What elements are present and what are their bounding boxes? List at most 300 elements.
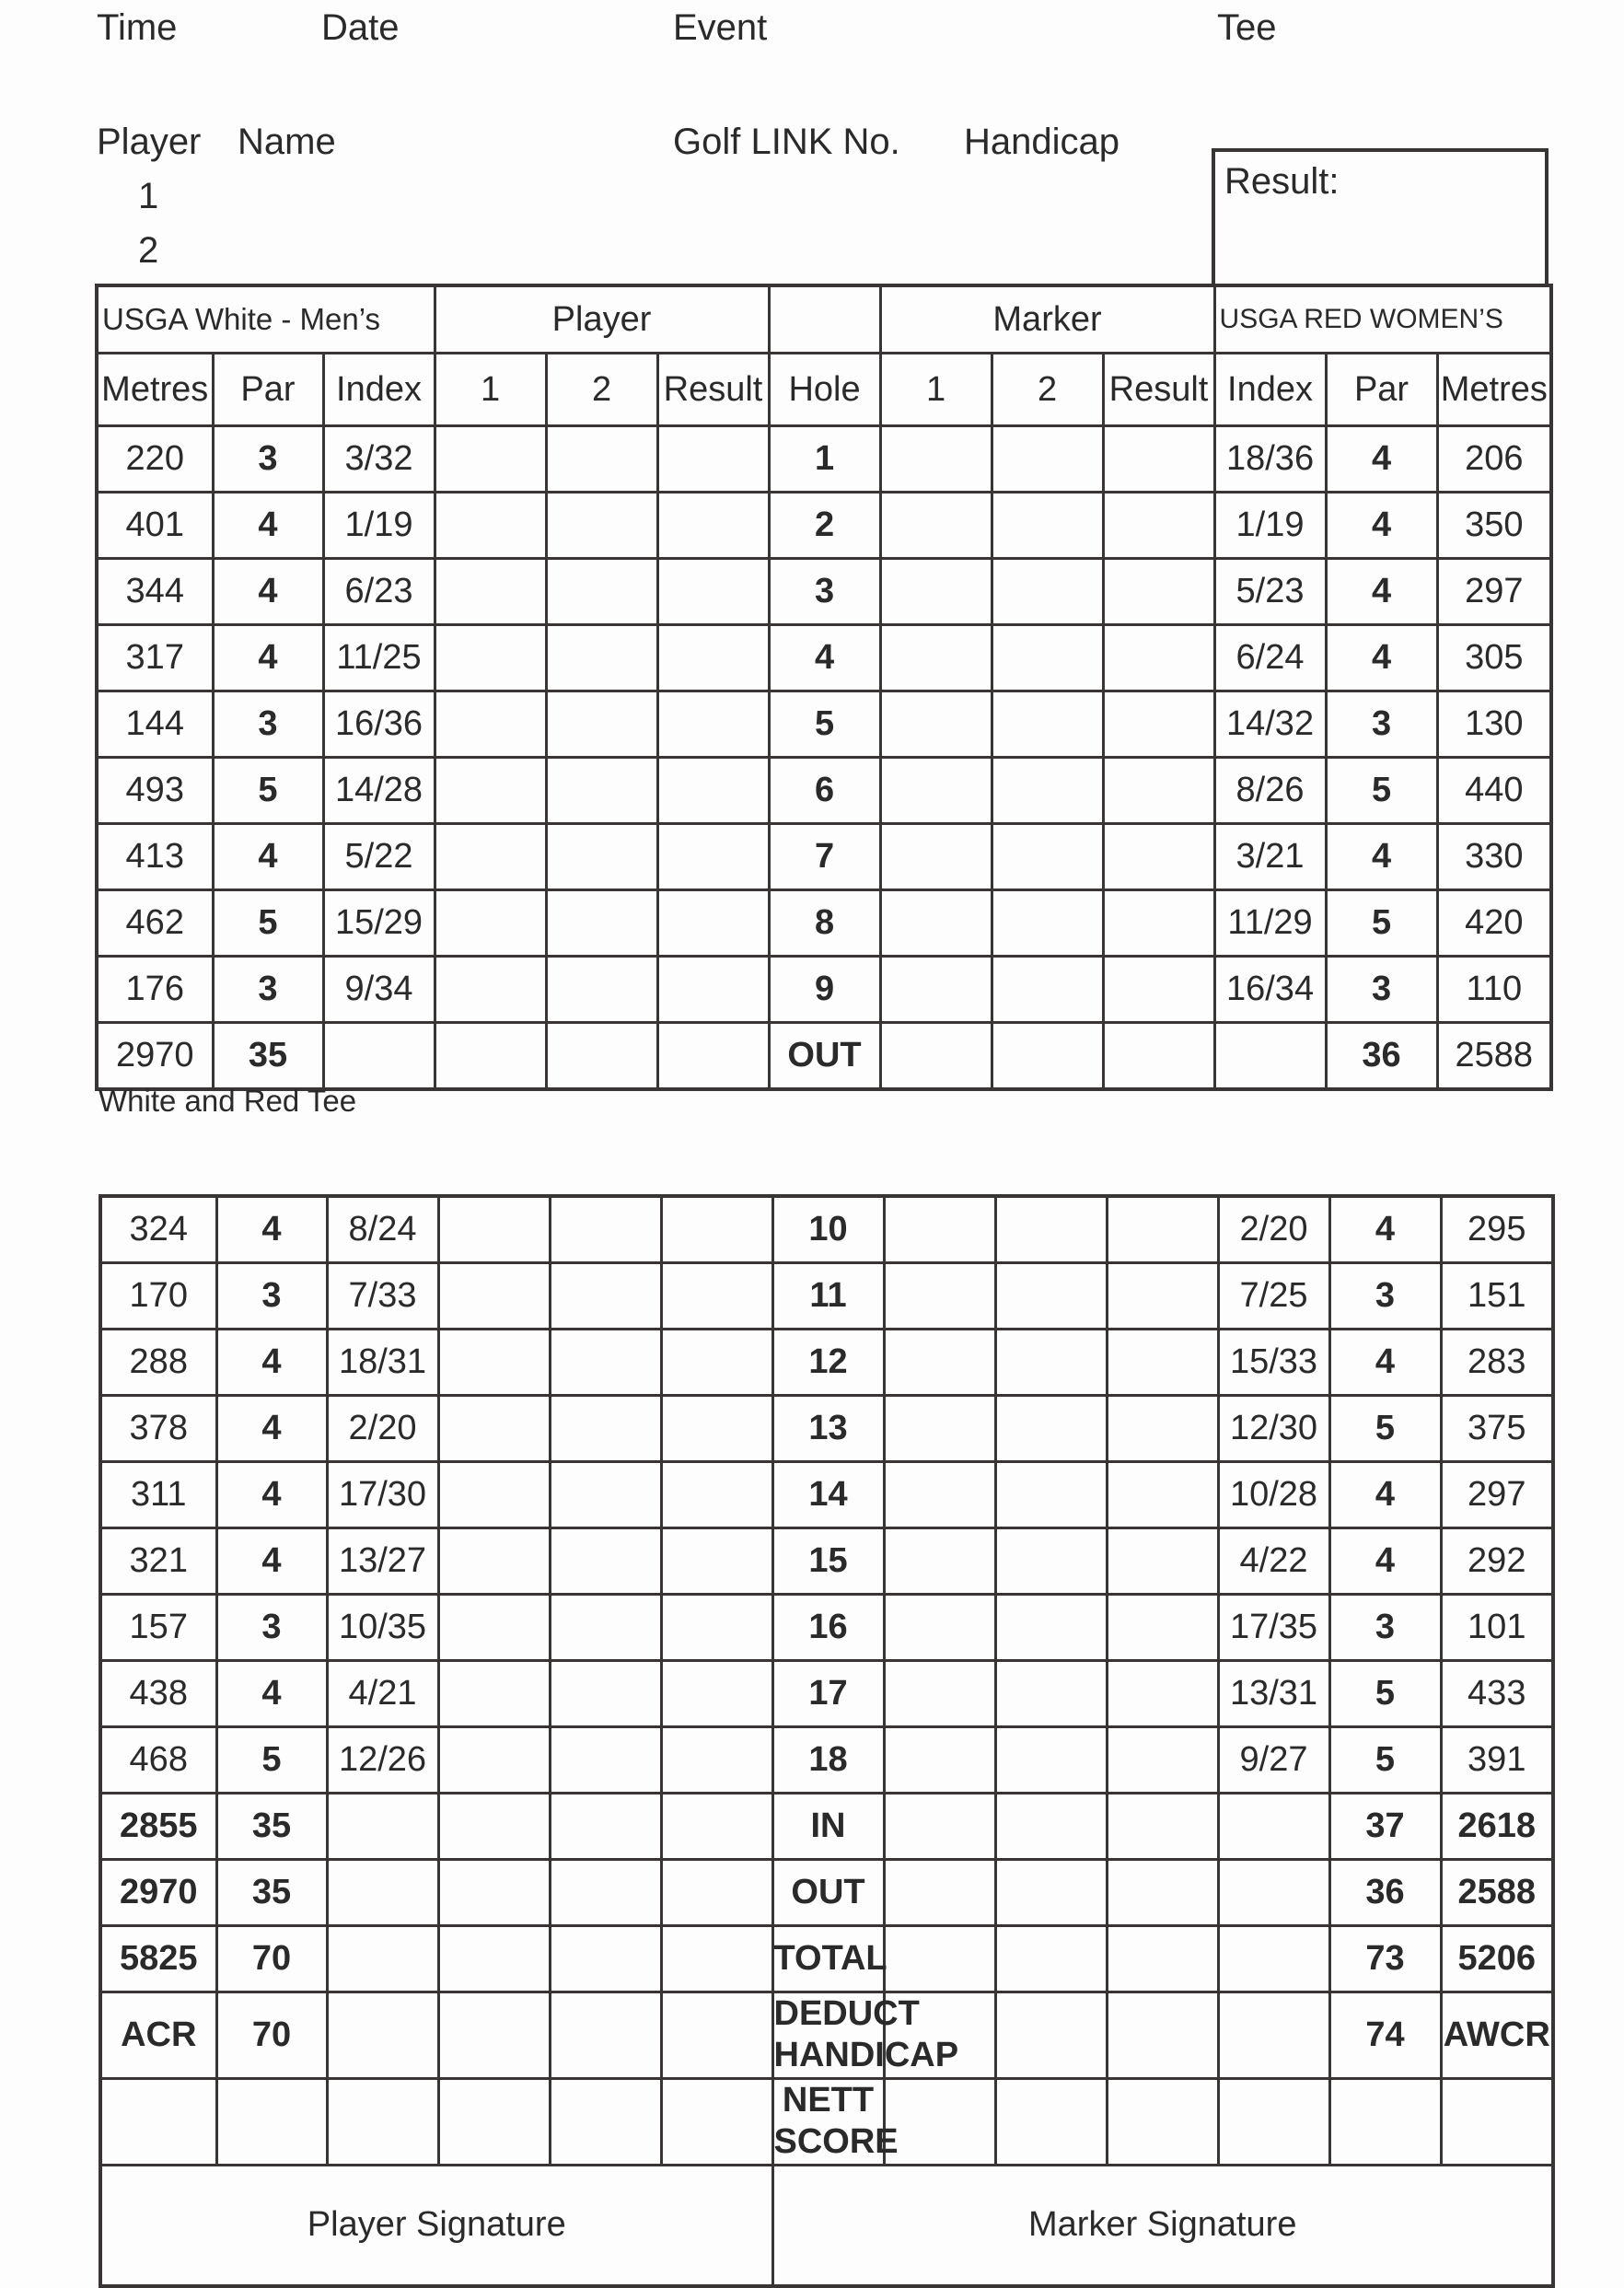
hole-number: 13 (772, 1395, 884, 1461)
marker-result-total-cell[interactable] (1107, 1859, 1218, 1925)
player-1-score-cell[interactable] (438, 1329, 550, 1395)
white-par: 5 (213, 758, 323, 824)
red-par: 4 (1329, 1329, 1441, 1395)
hole-number: 11 (772, 1262, 884, 1329)
white-index: 17/30 (327, 1461, 438, 1527)
marker-result-total-cell[interactable] (1107, 1925, 1218, 1992)
totals-row-out (100, 1859, 1553, 1925)
player-1-score-cell[interactable] (438, 1660, 550, 1726)
player-1-score-cell[interactable] (438, 1527, 550, 1594)
marker-2-total-cell[interactable] (995, 1925, 1107, 1992)
red-par: 5 (1329, 1726, 1441, 1793)
player-2-score-cell[interactable] (550, 1527, 661, 1594)
marker-1-score-cell[interactable] (884, 1395, 995, 1461)
marker-2-score-cell[interactable] (995, 1196, 1107, 1262)
hole-number: 5 (769, 691, 880, 758)
marker-2-score-cell[interactable] (992, 957, 1103, 1023)
red-par: 4 (1326, 824, 1437, 890)
marker-result-cell[interactable] (1107, 1594, 1218, 1660)
red-index: 11/29 (1214, 890, 1326, 957)
player-result-cell[interactable] (657, 559, 769, 625)
marker-1-score-cell[interactable] (884, 1726, 995, 1793)
player-result-cell[interactable] (657, 493, 769, 559)
marker-2-score-cell[interactable] (992, 890, 1103, 957)
player-1-score-cell[interactable] (438, 1594, 550, 1660)
marker-1-score-cell[interactable] (884, 1527, 995, 1594)
white-par: 4 (216, 1196, 327, 1262)
player-2-total-cell[interactable] (550, 2078, 661, 2165)
out-red-metres: 2588 (1437, 1023, 1551, 1089)
totals-label: IN (772, 1793, 884, 1859)
marker-result-cell[interactable] (1107, 1262, 1218, 1329)
red-par: 4 (1326, 559, 1437, 625)
marker-1-score-cell[interactable] (884, 1329, 995, 1395)
player-2-score-cell[interactable] (550, 1594, 661, 1660)
player-result-cell[interactable] (661, 1594, 772, 1660)
col-player-1: 1 (435, 354, 546, 426)
white-metres: 311 (100, 1461, 216, 1527)
marker-result-cell[interactable] (1103, 957, 1214, 1023)
hole-row (100, 1461, 1553, 1527)
red-index: 18/36 (1214, 426, 1326, 493)
player-1-score-cell[interactable] (435, 426, 546, 493)
player-1-score-cell[interactable] (435, 824, 546, 890)
blank (327, 1925, 438, 1992)
white-index: 7/33 (327, 1262, 438, 1329)
player-2-score-cell[interactable] (546, 824, 657, 890)
totals-red-par (1329, 2078, 1441, 2165)
hole-row (97, 559, 1551, 625)
marker-2-score-cell[interactable] (992, 493, 1103, 559)
marker-2-score-cell[interactable] (992, 824, 1103, 890)
marker-1-score-cell[interactable] (880, 559, 992, 625)
white-metres: 321 (100, 1527, 216, 1594)
player-1-score-cell[interactable] (435, 890, 546, 957)
player-2-score-cell[interactable] (550, 1660, 661, 1726)
hole-row (97, 824, 1551, 890)
player-result-total-cell[interactable] (661, 1859, 772, 1925)
player-result-cell[interactable] (661, 1461, 772, 1527)
tee-label: Tee (1217, 7, 1277, 48)
blank (1218, 2078, 1329, 2165)
white-par: 5 (216, 1726, 327, 1793)
marker-1-total-cell[interactable] (884, 1793, 995, 1859)
white-metres: 493 (97, 758, 213, 824)
totals-white-par: 35 (216, 1793, 327, 1859)
player-result-cell[interactable] (657, 890, 769, 957)
player-1-score-cell[interactable] (438, 1726, 550, 1793)
marker-result-cell[interactable] (1107, 1196, 1218, 1262)
player-result-total-cell[interactable] (661, 1992, 772, 2078)
marker-section-title: Marker (880, 285, 1214, 354)
red-metres: 305 (1437, 625, 1551, 691)
marker-2-score-cell[interactable] (995, 1726, 1107, 1793)
player-2-score-cell[interactable] (550, 1262, 661, 1329)
player-1-score-cell[interactable] (435, 493, 546, 559)
white-metres: 288 (100, 1329, 216, 1395)
red-metres: 375 (1441, 1395, 1553, 1461)
totals-label: TOTAL (772, 1925, 884, 1992)
marker-result-cell[interactable] (1107, 1395, 1218, 1461)
player-result-cell[interactable] (661, 1660, 772, 1726)
player-1-score-cell[interactable] (438, 1196, 550, 1262)
player-2-out-cell[interactable] (546, 1023, 657, 1089)
hole-row (97, 493, 1551, 559)
player-2-score-cell[interactable] (550, 1329, 661, 1395)
white-par: 4 (213, 824, 323, 890)
player-2-total-cell[interactable] (550, 1925, 661, 1992)
marker-2-total-cell[interactable] (995, 1859, 1107, 1925)
totals-row-rating (100, 1992, 1553, 2078)
red-index: 9/27 (1218, 1726, 1329, 1793)
red-metres: 330 (1437, 824, 1551, 890)
marker-result-cell[interactable] (1107, 1329, 1218, 1395)
totals-red-metres (1441, 2078, 1553, 2165)
col-marker-2: 2 (992, 354, 1103, 426)
result-label: Result: (1224, 161, 1340, 202)
hole-number: 12 (772, 1329, 884, 1395)
red-par: 4 (1326, 493, 1437, 559)
out-white-metres: 2970 (97, 1023, 213, 1089)
hole-row (100, 1329, 1553, 1395)
hole-number: 17 (772, 1660, 884, 1726)
red-par: 5 (1329, 1395, 1441, 1461)
player-2-score-cell[interactable] (550, 1395, 661, 1461)
player-2-total-cell[interactable] (550, 1793, 661, 1859)
player-section-title: Player (435, 285, 769, 354)
red-tee-title: USGA RED WOMEN’S (1214, 285, 1551, 354)
hole-row (100, 1594, 1553, 1660)
white-metres: 157 (100, 1594, 216, 1660)
totals-red-par: 37 (1329, 1793, 1441, 1859)
time-label: Time (97, 7, 178, 48)
player-1-score-cell[interactable] (435, 758, 546, 824)
red-index: 3/21 (1214, 824, 1326, 890)
red-index: 10/28 (1218, 1461, 1329, 1527)
red-metres: 297 (1441, 1461, 1553, 1527)
blank (327, 2078, 438, 2165)
red-metres: 420 (1437, 890, 1551, 957)
totals-white-metres: ACR (100, 1992, 216, 2078)
front-nine-table (95, 284, 1553, 1091)
hole-number: 14 (772, 1461, 884, 1527)
white-metres: 378 (100, 1395, 216, 1461)
red-index: 8/26 (1214, 758, 1326, 824)
marker-result-cell[interactable] (1103, 625, 1214, 691)
player-1-out-cell[interactable] (435, 1023, 546, 1089)
marker-result-cell[interactable] (1103, 559, 1214, 625)
hole-number: 1 (769, 426, 880, 493)
hole-row (97, 625, 1551, 691)
marker-result-total-cell[interactable] (1107, 1992, 1218, 2078)
player-result-total-cell[interactable] (661, 2078, 772, 2165)
marker-2-score-cell[interactable] (992, 426, 1103, 493)
hole-row (97, 890, 1551, 957)
white-metres: 324 (100, 1196, 216, 1262)
golf-link-label: Golf LINK No. (673, 122, 900, 162)
red-metres: 206 (1437, 426, 1551, 493)
player-1-score-cell[interactable] (435, 691, 546, 758)
player-result-cell[interactable] (657, 625, 769, 691)
red-metres: 391 (1441, 1726, 1553, 1793)
player-result-total-cell[interactable] (661, 1793, 772, 1859)
red-index: 6/24 (1214, 625, 1326, 691)
col-player-2: 2 (546, 354, 657, 426)
marker-1-score-cell[interactable] (880, 758, 992, 824)
totals-white-par: 70 (216, 1992, 327, 2078)
marker-result-total-cell[interactable] (1107, 2078, 1218, 2165)
marker-result-cell[interactable] (1103, 691, 1214, 758)
marker-2-score-cell[interactable] (995, 1527, 1107, 1594)
player-1-score-cell[interactable] (435, 625, 546, 691)
blank (1214, 1023, 1326, 1089)
marker-2-score-cell[interactable] (995, 1461, 1107, 1527)
red-metres: 130 (1437, 691, 1551, 758)
tee-note: White and Red Tee (99, 1084, 357, 1118)
blank (1218, 1925, 1329, 1992)
marker-2-score-cell[interactable] (992, 625, 1103, 691)
red-par: 3 (1326, 691, 1437, 758)
white-index: 9/34 (323, 957, 435, 1023)
marker-signature-field[interactable]: Marker Signature (772, 2165, 1553, 2286)
player-2-total-cell[interactable] (550, 1992, 661, 2078)
player-1-total-cell[interactable] (438, 1925, 550, 1992)
player-2-score-cell[interactable] (550, 1726, 661, 1793)
totals-red-par: 36 (1329, 1859, 1441, 1925)
player-result-cell[interactable] (661, 1395, 772, 1461)
white-index: 16/36 (323, 691, 435, 758)
player-1-total-cell[interactable] (438, 1859, 550, 1925)
marker-result-out-cell[interactable] (1103, 1023, 1214, 1089)
out-label: OUT (769, 1023, 880, 1089)
red-index: 4/22 (1218, 1527, 1329, 1594)
player-result-cell[interactable] (661, 1329, 772, 1395)
white-metres: 438 (100, 1660, 216, 1726)
handicap-label: Handicap (964, 122, 1120, 162)
player-result-out-cell[interactable] (657, 1023, 769, 1089)
white-index: 13/27 (327, 1527, 438, 1594)
red-metres: 433 (1441, 1660, 1553, 1726)
marker-result-cell[interactable] (1103, 493, 1214, 559)
marker-1-score-cell[interactable] (884, 1196, 995, 1262)
white-par: 4 (213, 625, 323, 691)
marker-1-out-cell[interactable] (880, 1023, 992, 1089)
marker-2-score-cell[interactable] (995, 1594, 1107, 1660)
player-1-score-cell[interactable] (438, 1461, 550, 1527)
marker-result-cell[interactable] (1107, 1461, 1218, 1527)
player-1-total-cell[interactable] (438, 2078, 550, 2165)
marker-result-cell[interactable] (1103, 758, 1214, 824)
marker-2-score-cell[interactable] (995, 1395, 1107, 1461)
result-box[interactable] (1212, 148, 1549, 284)
col-index: Index (323, 354, 435, 426)
marker-1-score-cell[interactable] (884, 1461, 995, 1527)
player-1-score-cell[interactable] (438, 1262, 550, 1329)
marker-1-score-cell[interactable] (884, 1660, 995, 1726)
white-par: 3 (213, 957, 323, 1023)
hole-number: 2 (769, 493, 880, 559)
player-2-score-cell[interactable] (550, 1196, 661, 1262)
marker-1-score-cell[interactable] (880, 691, 992, 758)
white-index: 10/35 (327, 1594, 438, 1660)
marker-2-score-cell[interactable] (992, 559, 1103, 625)
player-2-score-cell[interactable] (546, 758, 657, 824)
hole-number: 15 (772, 1527, 884, 1594)
red-index: 7/25 (1218, 1262, 1329, 1329)
hole-row (100, 1660, 1553, 1726)
marker-1-score-cell[interactable] (884, 1262, 995, 1329)
marker-2-score-cell[interactable] (995, 1329, 1107, 1395)
blank (323, 1023, 435, 1089)
marker-2-score-cell[interactable] (992, 691, 1103, 758)
player-2-score-cell[interactable] (546, 625, 657, 691)
red-metres: 283 (1441, 1329, 1553, 1395)
player-2-score-cell[interactable] (546, 957, 657, 1023)
player-result-cell[interactable] (657, 426, 769, 493)
totals-white-par: 35 (216, 1859, 327, 1925)
marker-2-total-cell[interactable] (995, 2078, 1107, 2165)
col-hole: Hole (769, 354, 880, 426)
hole-number: 10 (772, 1196, 884, 1262)
player-2-score-cell[interactable] (546, 890, 657, 957)
hole-row (100, 1726, 1553, 1793)
totals-row-total (100, 1925, 1553, 1992)
col-metres: Metres (97, 354, 213, 426)
marker-2-total-cell[interactable] (995, 1793, 1107, 1859)
white-index: 6/23 (323, 559, 435, 625)
totals-white-metres: 2855 (100, 1793, 216, 1859)
marker-result-cell[interactable] (1107, 1660, 1218, 1726)
marker-1-score-cell[interactable] (880, 957, 992, 1023)
red-par: 5 (1329, 1660, 1441, 1726)
player-result-total-cell[interactable] (661, 1925, 772, 1992)
player-1-total-cell[interactable] (438, 1992, 550, 2078)
marker-2-total-cell[interactable] (995, 1992, 1107, 2078)
player-result-cell[interactable] (661, 1726, 772, 1793)
player-2-score-cell[interactable] (546, 493, 657, 559)
marker-result-cell[interactable] (1107, 1726, 1218, 1793)
hole-row (97, 691, 1551, 758)
player-2-total-cell[interactable] (550, 1859, 661, 1925)
red-par: 4 (1329, 1196, 1441, 1262)
marker-result-cell[interactable] (1107, 1527, 1218, 1594)
player-1-total-cell[interactable] (438, 1793, 550, 1859)
col-marker-result: Result (1103, 354, 1214, 426)
red-metres: 110 (1437, 957, 1551, 1023)
white-tee-title: USGA White - Men’s (97, 285, 435, 354)
totals-red-metres: 2618 (1441, 1793, 1553, 1859)
marker-2-score-cell[interactable] (995, 1262, 1107, 1329)
hole-number: 7 (769, 824, 880, 890)
player-result-cell[interactable] (657, 824, 769, 890)
totals-red-metres: 2588 (1441, 1859, 1553, 1925)
white-index: 2/20 (327, 1395, 438, 1461)
totals-row-nett (100, 2078, 1553, 2165)
player-2-score-cell[interactable] (546, 426, 657, 493)
totals-label: NETT SCORE (772, 2078, 884, 2165)
white-metres: 170 (100, 1262, 216, 1329)
player-result-cell[interactable] (657, 691, 769, 758)
hole-row (97, 426, 1551, 493)
player-result-cell[interactable] (657, 758, 769, 824)
player-1-score-cell[interactable] (435, 559, 546, 625)
marker-1-score-cell[interactable] (880, 493, 992, 559)
date-label: Date (321, 7, 400, 48)
totals-red-metres: 5206 (1441, 1925, 1553, 1992)
red-index: 15/33 (1218, 1329, 1329, 1395)
red-par: 4 (1326, 625, 1437, 691)
marker-1-total-cell[interactable] (884, 2078, 995, 2165)
player-result-cell[interactable] (661, 1262, 772, 1329)
white-index: 5/22 (323, 824, 435, 890)
event-label: Event (673, 7, 768, 48)
marker-1-score-cell[interactable] (880, 426, 992, 493)
player-result-cell[interactable] (661, 1196, 772, 1262)
red-par: 5 (1326, 758, 1437, 824)
white-index: 12/26 (327, 1726, 438, 1793)
red-par: 3 (1329, 1594, 1441, 1660)
marker-1-total-cell[interactable] (884, 1859, 995, 1925)
totals-label: DEDUCT HANDICAP (772, 1992, 884, 2078)
player-1-score-cell[interactable] (438, 1395, 550, 1461)
marker-result-cell[interactable] (1103, 426, 1214, 493)
white-metres: 413 (97, 824, 213, 890)
out-white-par: 35 (213, 1023, 323, 1089)
col-red-par: Par (1326, 354, 1437, 426)
marker-result-cell[interactable] (1103, 890, 1214, 957)
totals-label: OUT (772, 1859, 884, 1925)
marker-1-score-cell[interactable] (880, 625, 992, 691)
hole-row (100, 1262, 1553, 1329)
totals-row-in (100, 1793, 1553, 1859)
hole-number: 3 (769, 559, 880, 625)
hole-row (100, 1196, 1553, 1262)
red-par: 3 (1329, 1262, 1441, 1329)
white-index: 15/29 (323, 890, 435, 957)
white-par: 3 (213, 691, 323, 758)
out-red-par: 36 (1326, 1023, 1437, 1089)
white-par: 4 (216, 1329, 327, 1395)
white-metres: 462 (97, 890, 213, 957)
player-result-cell[interactable] (657, 957, 769, 1023)
player-2-score-cell[interactable] (546, 559, 657, 625)
marker-2-score-cell[interactable] (992, 758, 1103, 824)
player-1-score-cell[interactable] (435, 957, 546, 1023)
marker-1-total-cell[interactable] (884, 1925, 995, 1992)
marker-result-cell[interactable] (1103, 824, 1214, 890)
marker-1-score-cell[interactable] (880, 824, 992, 890)
player-2-number: 2 (138, 230, 159, 271)
red-par: 3 (1326, 957, 1437, 1023)
player-result-cell[interactable] (661, 1527, 772, 1594)
player-2-score-cell[interactable] (546, 691, 657, 758)
totals-white-par: 70 (216, 1925, 327, 1992)
white-metres: 317 (97, 625, 213, 691)
marker-2-score-cell[interactable] (995, 1660, 1107, 1726)
marker-1-score-cell[interactable] (884, 1594, 995, 1660)
red-index: 1/19 (1214, 493, 1326, 559)
marker-2-out-cell[interactable] (992, 1023, 1103, 1089)
marker-1-score-cell[interactable] (880, 890, 992, 957)
totals-red-metres: AWCR (1441, 1992, 1553, 2078)
marker-result-total-cell[interactable] (1107, 1793, 1218, 1859)
hole-number: 9 (769, 957, 880, 1023)
col-player-result: Result (657, 354, 769, 426)
red-index: 5/23 (1214, 559, 1326, 625)
white-par: 4 (213, 559, 323, 625)
player-signature-field[interactable]: Player Signature (100, 2165, 772, 2286)
player-2-score-cell[interactable] (550, 1461, 661, 1527)
